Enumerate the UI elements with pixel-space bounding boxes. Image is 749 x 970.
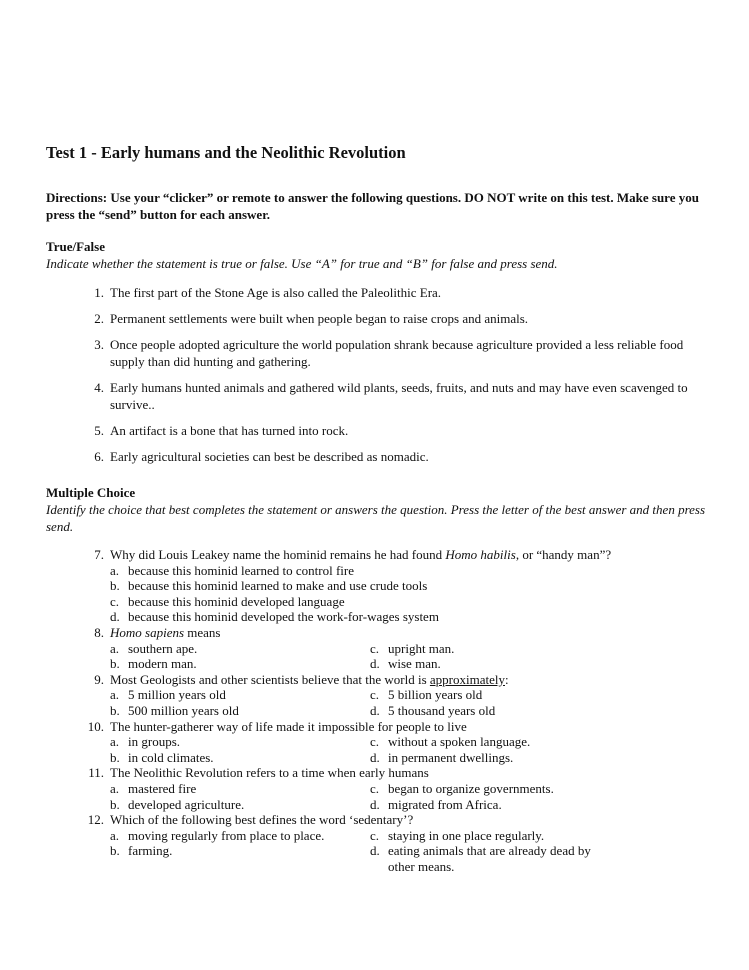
option-letter: a.: [110, 780, 120, 796]
section-instructions: Indicate whether the statement is true or false. Use “A” for true and “B” for false and press send.: [46, 256, 558, 271]
answer-option: [110, 734, 370, 750]
option-letter: c.: [370, 734, 380, 750]
answer-options: [110, 687, 706, 718]
question-number: 9.: [94, 671, 104, 687]
option-text: because this hominid learned to make and use crude tools: [128, 578, 428, 594]
multiple-choice-section: [46, 484, 706, 874]
answer-option: [110, 797, 370, 813]
question: [46, 765, 706, 812]
answer-option: [370, 843, 630, 874]
answer-option: [110, 641, 370, 657]
list-item: [46, 284, 690, 301]
answer-options: [110, 828, 706, 875]
answer-option: [110, 750, 370, 766]
option-letter: b.: [110, 796, 120, 812]
answer-option: [110, 843, 370, 874]
answer-option: [110, 703, 370, 719]
list-item: [46, 336, 690, 370]
question-text-segment: The hunter-gatherer way of life made it impossible for people to live: [110, 718, 467, 734]
answer-option: [370, 750, 630, 766]
question: [46, 547, 706, 625]
option-text: 5 million years old: [128, 687, 226, 703]
question-text-segment: Most Geologists and other scientists believe that the world is: [110, 671, 430, 687]
option-letter: c.: [370, 640, 380, 656]
option-letter: a.: [110, 827, 120, 843]
item-number: 6.: [94, 449, 104, 464]
option-text: because this hominid developed language: [128, 593, 345, 609]
option-text: began to organize governments.: [388, 780, 554, 796]
answer-option: [370, 641, 630, 657]
item-text: The first part of the Stone Age is also called the Paleolithic Era.: [110, 285, 442, 300]
page-title: Test 1 - Early humans and the Neolithic Revolution: [46, 143, 406, 162]
list-item: [46, 422, 690, 439]
list-item: [46, 310, 690, 327]
option-letter: d.: [370, 749, 380, 765]
question-text: [110, 672, 509, 687]
answer-option: [110, 781, 370, 797]
question-text: [110, 812, 413, 827]
item-number: 1.: [94, 285, 104, 300]
item-text: Early agricultural societies can best be described as nomadic.: [110, 449, 429, 464]
option-text: southern ape.: [128, 640, 198, 656]
answer-options: [110, 734, 706, 765]
option-text: 500 million years old: [128, 702, 239, 718]
item-text: Permanent settlements were built when people began to raise crops and animals.: [110, 311, 529, 326]
option-text: because this hominid learned to control fire: [128, 562, 354, 578]
answer-option: [110, 687, 370, 703]
section-heading: Multiple Choice: [46, 485, 136, 500]
option-letter: c.: [110, 593, 120, 609]
question: [46, 625, 706, 672]
question: [46, 719, 706, 766]
option-letter: b.: [110, 843, 120, 859]
question-number: 10.: [87, 718, 104, 734]
question-text: [110, 625, 221, 640]
option-text: staying in one place regularly.: [388, 827, 545, 843]
option-letter: a.: [110, 687, 120, 703]
option-text: modern man.: [128, 656, 197, 672]
question-text: [110, 765, 429, 780]
item-number: 3.: [94, 337, 104, 352]
question-number: 8.: [94, 624, 104, 640]
question-number: 11.: [88, 765, 104, 781]
option-text: farming.: [128, 843, 173, 859]
item-text: An artifact is a bone that has turned into rock.: [110, 423, 349, 438]
multiple-choice-list: [46, 547, 706, 874]
option-letter: d.: [370, 656, 380, 672]
question-text: [110, 719, 467, 734]
question: [46, 812, 706, 874]
option-text: because this hominid developed the work-for-wages system: [128, 609, 439, 625]
answer-option: [110, 563, 630, 579]
answer-option: [370, 781, 630, 797]
item-number: 2.: [94, 311, 104, 326]
option-letter: b.: [110, 656, 120, 672]
answer-options: [110, 641, 706, 672]
option-letter: d.: [370, 796, 380, 812]
answer-option: [110, 578, 630, 594]
question-text-segment: , or “handy man”?: [515, 547, 612, 562]
answer-option: [110, 828, 370, 844]
question-text-segment: Why did Louis Leakey name the hominid remains he had found: [110, 547, 446, 562]
question-text-segment: means: [184, 624, 221, 640]
true-false-section: [46, 238, 706, 474]
question-number: 12.: [87, 812, 104, 828]
section-instructions: Identify the choice that best completes the statement or answers the question. Press the letter of the best answer and then press send.: [46, 502, 706, 534]
answer-option: [110, 594, 630, 610]
item-text: Once people adopted agriculture the world population shrank because agriculture provided a less reliable food supply than did hunting and gathering.: [110, 337, 684, 369]
question-number: 7.: [94, 547, 104, 562]
item-number: 4.: [94, 380, 104, 395]
option-text: developed agriculture.: [128, 796, 245, 812]
option-text: eating animals that are already dead by other means.: [388, 843, 591, 874]
answer-option: [370, 703, 630, 719]
answer-option: [370, 797, 630, 813]
option-text: wise man.: [388, 656, 441, 672]
directions-text: Directions: Use your “clicker” or remote to answer the following questions. DO NOT write on this test. Make sure you press the “send” button for each answer.: [46, 190, 699, 222]
question-text-segment: :: [505, 671, 509, 687]
option-letter: d.: [110, 609, 120, 625]
option-letter: b.: [110, 749, 120, 765]
option-text: in permanent dwellings.: [388, 749, 514, 765]
option-letter: a.: [110, 562, 120, 578]
question-text-segment: The Neolithic Revolution refers to a time when early humans: [110, 765, 429, 781]
list-item: [46, 379, 690, 413]
option-letter: d.: [370, 843, 380, 859]
list-item: [46, 448, 690, 465]
question-text-segment: Homo sapiens: [110, 624, 185, 640]
option-letter: c.: [370, 827, 380, 843]
option-letter: d.: [370, 702, 380, 718]
question-text-segment: Which of the following best defines the word ‘sedentary’?: [110, 812, 414, 828]
answer-option: [370, 734, 630, 750]
question: [46, 672, 706, 719]
option-text: in groups.: [128, 734, 180, 750]
option-text: upright man.: [388, 640, 455, 656]
question-text: [110, 547, 611, 562]
option-letter: a.: [110, 640, 120, 656]
option-text: 5 billion years old: [388, 687, 483, 703]
option-text: without a spoken language.: [388, 734, 531, 750]
answer-option: [370, 828, 630, 844]
option-letter: b.: [110, 702, 120, 718]
item-text: Early humans hunted animals and gathered wild plants, seeds, fruits, and nuts and may have even scavenged to survive..: [110, 380, 688, 412]
answer-option: [110, 609, 630, 625]
answer-option: [370, 656, 630, 672]
true-false-list: [46, 284, 706, 465]
question-text-segment: Homo habilis: [445, 547, 516, 562]
option-text: migrated from Africa.: [388, 796, 502, 812]
section-heading: True/False: [46, 239, 105, 254]
option-text: mastered fire: [128, 780, 197, 796]
answer-options: [110, 781, 706, 812]
option-letter: a.: [110, 734, 120, 750]
option-text: moving regularly from place to place.: [128, 827, 325, 843]
option-text: in cold climates.: [128, 749, 214, 765]
answer-option: [110, 656, 370, 672]
answer-options: [110, 563, 706, 625]
option-letter: c.: [370, 780, 380, 796]
item-number: 5.: [94, 423, 104, 438]
option-letter: c.: [370, 687, 380, 703]
option-text: 5 thousand years old: [388, 702, 496, 718]
question-text-segment: approximately: [429, 671, 505, 687]
option-letter: b.: [110, 578, 120, 594]
answer-option: [370, 687, 630, 703]
